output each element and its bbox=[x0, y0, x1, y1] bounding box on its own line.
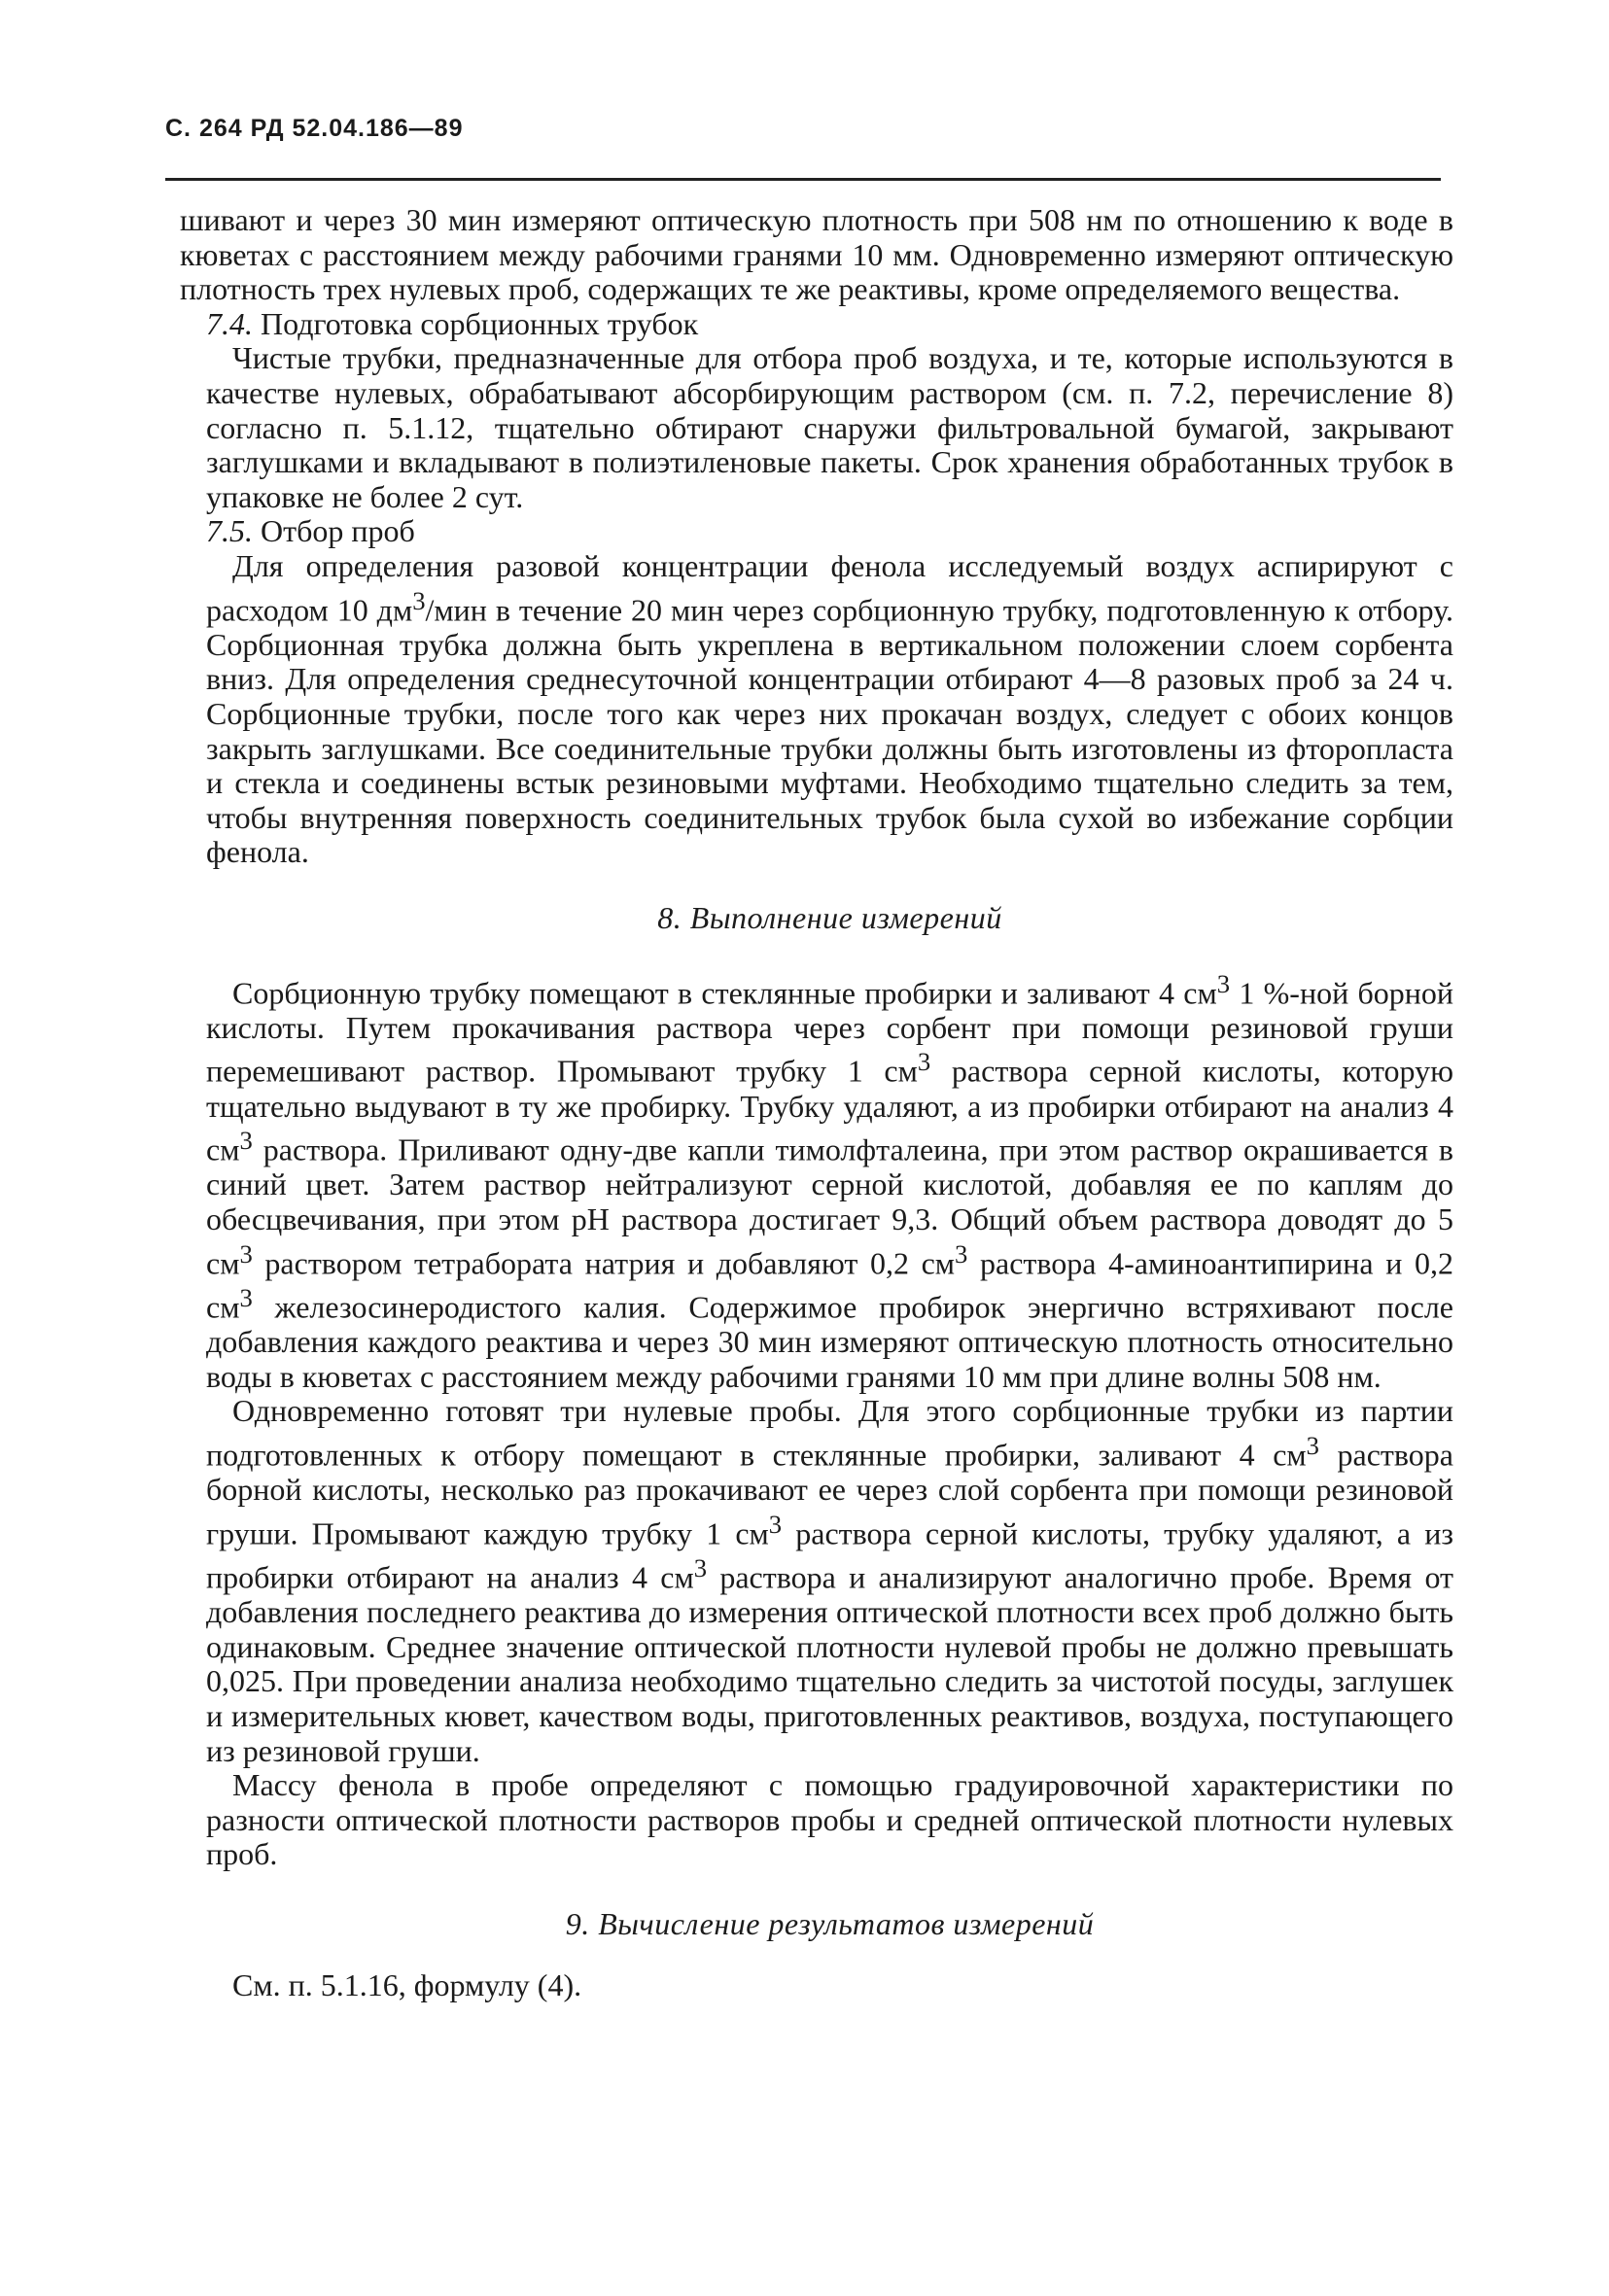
subsection-7-4-text: Чистые трубки, предназначенные для отбора проб воздуха, и те, которые используются в качестве нулевых, обрабатывают абсорбирующим раствором (см. п. 7.2, перечисление 8) согласно п. 5.1.12, тщательно обтирают снаружи фильтровальной бумагой, закрывают заглушками и вкладывают в полиэтиленовые пакеты. Срок хранения обработанных трубок в упаковке не более 2 сут. bbox=[206, 340, 1453, 514]
subsection-7-5-heading bbox=[206, 514, 1453, 549]
subsection-7-5-number: 7.5. bbox=[206, 513, 253, 549]
document-body bbox=[180, 202, 1454, 2002]
section-9-text: См. п. 5.1.16, формулу (4). bbox=[232, 1966, 582, 2002]
subsection-7-4-heading bbox=[206, 307, 1453, 342]
header-rule bbox=[165, 178, 1441, 181]
section-8-paragraph-3: Массу фенола в пробе определяют с помощью градуировочной характеристики по разности оптической плотности растворов пробы и средней оптической плотности нулевых проб. bbox=[206, 1767, 1453, 1872]
section-8-heading: 8. Выполнение измерений bbox=[657, 899, 1002, 935]
section-9-heading: 9. Вычисление результатов измерений bbox=[565, 1906, 1095, 1942]
subsection-7-5-text: Для определения разовой концентрации фенола исследуемый воздух аспирируют с расходом 10 $дм^3$/мин в течение 20 мин через сорбционную трубку, подготовленную к отбору. Сорбционная трубка должна быть укреплена в вертикальном положении слоем сорбента вниз. Для определения среднесуточной концентрации отбирают 4—8 разовых проб за 24 ч. Сорбционные трубки, после того как через них прокачан воздух, следует с обоих концов закрыть заглушками. Все соединительные трубки должны быть изготовлены из фторопласта и стекла и соединены встык резиновыми муфтами. Необходимо тщательно следить за тем, чтобы внутренняя поверхность соединительных трубок была сухой во избежание сорбции фенола. bbox=[206, 547, 1454, 870]
subsection-7-4-title: Подготовка сорбционных трубок bbox=[261, 305, 699, 341]
continued-paragraph: шивают и через 30 мин измеряют оптическую плотность при 508 нм по отношению к воде в кюветах с расстоянием между рабочими гранями 10 мм. Одновременно измеряют оптическую плотность трех нулевых проб, содержащих те же реактивы, кроме определяемого вещества. bbox=[180, 202, 1453, 307]
subsection-7-4-number: 7.4. bbox=[206, 305, 253, 341]
subsection-7-5-title: Отбор проб bbox=[261, 513, 415, 549]
section-8-paragraph-2: Одновременно готовят три нулевые пробы. Для этого сорбционные трубки из партии подготовленных к отбору помещают в стеклянные пробирки, заливают 4 $см^3$ раствора борной кислоты, несколько раз прокачивают ее через слой сорбента при помощи резиновой груши. Промывают каждую трубку 1 $см^3$ раствора серной кислоты, трубку удаляют, а из пробирки отбирают на анализ 4 $см^3$ раствора и анализируют аналогично пробе. Время от добавления последнего реактива до измерения оптической плотности всех проб должно быть одинаковым. Среднее значение оптической плотности нулевой пробы не должно превышать 0,025. При проведении анализа необходимо тщательно следить за чистотой посуды, заглушек и измерительных кювет, качеством воды, приготовленных реактивов, воздуха, поступающего из резиновой груши. bbox=[206, 1393, 1454, 1768]
section-8-paragraph-1: Сорбционную трубку помещают в стеклянные пробирки и заливают 4 $см^3$ 1 %-ной борной кислоты. Путем прокачивания раствора через сорбент при помощи резиновой груши перемешивают раствор. Промывают трубку 1 $см^3$ раствора серной кислоты, которую тщательно выдувают в ту же пробирку. Трубку удаляют, а из пробирки отбирают на анализ 4 $см^3$ раствора. Приливают одну-две капли тимолфталеина, при этом раствор окрашивается в синий цвет. Затем раствор нейтрализуют серной кислотой, добавляя ее по каплям до обесцвечивания, при этом pH раствора достигает 9,3. Общий объем раствора доводят до 5 $см^3$ раствором тетрабората натрия и добавляют 0,2 $см^3$ раствора 4-аминоантипирина и 0,2 $см^3$ железосинеродистого калия. Содержимое пробирок энергично встряхивают после добавления каждого реактива и через 30 мин измеряют оптическую плотность относительно воды в кюветах с расстоянием между рабочими гранями 10 мм при длине волны 508 нм. bbox=[206, 968, 1454, 1394]
page-header: С. 264 РД 52.04.186—89 bbox=[165, 115, 464, 142]
